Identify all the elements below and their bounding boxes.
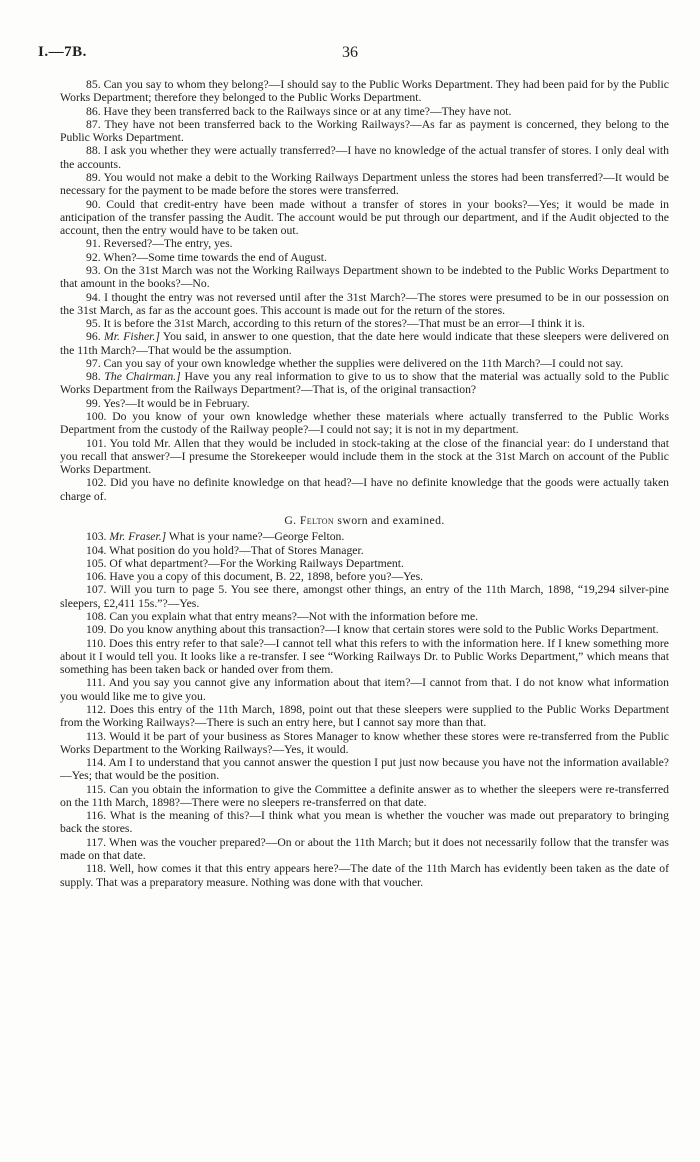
witness-heading — [60, 514, 669, 527]
question-text: You said, in answer to one question, that the date here would indicate that these sleepers were delivered on the 11th March?—That would be the assumption. — [60, 330, 669, 357]
witness-status: sworn and examined. — [337, 514, 445, 527]
question-91: 91. Reversed?—The entry, yes. — [86, 237, 233, 251]
question-112: 112. Does this entry of the 11th March, 1898, point out that these sleepers were supplied to the Public Works Department from the Working Railways?—There is such an entry here, but I cannot say more than that. — [60, 702, 669, 730]
question-104: 104. What position do you hold?—That of Stores Manager. — [86, 543, 364, 557]
question-102: 102. Did you have no definite knowledge on that head?—I have no definite knowledge that the goods were actually taken charge of. — [60, 476, 669, 503]
question-110: 110. Does this entry refer to that sale?—I cannot tell what this refers to with the information here. If I knew something more about it I would tell you. It looks like a re-transfer. I see “Working Railways Dr. to Public Works Department,” which means that something has been taken back or handed over from them. — [60, 636, 669, 677]
witness-surname: Felton — [299, 514, 335, 527]
question-text: What is your name?—George Felton. — [168, 530, 345, 544]
question-105: 105. Of what department?—For the Working Railways Department. — [86, 556, 404, 570]
question-85: 85. Can you say to whom they belong?—I should say to the Public Works Department. They had been paid for by the Public Works Department; therefore they belonged to the Public Works Department. — [60, 78, 669, 105]
question-114: 114. Am I to understand that you cannot answer the question I put just now because you have not the information available?—Yes; that would be the position. — [60, 756, 669, 783]
question-106: 106. Have you a copy of this document, B. 22, 1898, before you?—Yes. — [86, 570, 424, 584]
question-109: 109. Do you know anything about this transaction?—I know that certain stores were sold to the Public Works Department. — [86, 623, 659, 637]
question-number: 96. — [86, 330, 101, 344]
question-100: 100. Do you know of your own knowledge whether these materials where actually transferred to the Public Works Department from the custody of the Railway people?—I could not say; it is not in my department. — [60, 410, 669, 437]
question-number: 98. — [86, 370, 101, 384]
page-header — [38, 44, 662, 66]
question-86: 86. Have they been transferred back to the Railways since or at any time?—They have not. — [86, 104, 512, 118]
document-reference: I.—7B. — [38, 44, 87, 60]
evidence-text — [60, 78, 669, 889]
question-101: 101. You told Mr. Allen that they would be included in stock-taking at the close of the financial year: do I understand that you recall that answer?—I presume the Storekeeper would include them in the stock at the 31st March on account of the Public Works Department. — [60, 436, 669, 477]
speaker: Mr. Fraser.] — [109, 530, 167, 544]
question-text: Have you any real information to give to us to show that the material was actually sold to the Public Works Department from the Railways Department?—That is, of the original transaction? — [60, 370, 669, 397]
question-96 — [60, 330, 669, 357]
question-97: 97. Can you say of your own knowledge whether the supplies were delivered on the 11th March?—I could not say. — [86, 356, 624, 370]
question-98 — [60, 370, 669, 397]
question-89: 89. You would not make a debit to the Working Railways Department unless the stores had been transferred?—It would be necessary for the payment to be made before the stores were transferred. — [60, 170, 669, 198]
question-93: 93. On the 31st March was not the Working Railways Department shown to be indebted to the Public Works Department to that amount in the books?—No. — [60, 263, 669, 291]
question-number: 103. — [86, 530, 107, 544]
witness-initial: G. — [284, 514, 297, 527]
speaker: The Chairman.] — [104, 370, 181, 384]
question-99: 99. Yes?—It would be in February. — [86, 396, 250, 410]
question-113: 113. Would it be part of your business as Stores Manager to know whether these stores were re-transferred from the Public Works Department to the Working Railways?—Yes, it would. — [60, 729, 669, 756]
question-116: 116. What is the meaning of this?—I think what you mean is whether the voucher was made out preparatory to bringing back the stores. — [60, 809, 669, 836]
question-90: 90. Could that credit-entry have been made without a transfer of stores in your books?—Yes; it would be made in anticipation of the transfer passing the Audit. The account would be put through our department, and if the Audit objected to the account, then the entry would have to be taken out. — [60, 197, 669, 238]
question-95: 95. It is before the 31st March, according to this return of the stores?—That must be an error—I think it is. — [86, 317, 585, 331]
question-107: 107. Will you turn to page 5. You see there, amongst other things, an entry of the 11th March, 1898, “19,294 silver-pine sleepers, £2,411 15s.”?—Yes. — [60, 583, 669, 610]
speaker: Mr. Fisher.] — [103, 330, 160, 344]
question-92: 92. When?—Some time towards the end of August. — [86, 250, 327, 264]
question-94: 94. I thought the entry was not reversed until after the 31st March?—The stores were presumed to be in our possession on the 31st March, as far as the account goes. This account is made out for the return of the stores. — [60, 290, 669, 317]
question-118: 118. Well, how comes it that this entry appears here?—The date of the 11th March has evidently been taken as the date of supply. That was a preparatory measure. Nothing was done with that voucher. — [60, 862, 669, 889]
question-88: 88. I ask you whether they were actually transferred?—I have no knowledge of the actual transfer of stores. I only deal with the accounts. — [60, 144, 669, 171]
question-87: 87. They have not been transferred back to the Working Railways?—As far as payment is concerned, they belong to the Public Works Department. — [60, 117, 669, 145]
page-number: 36 — [342, 44, 358, 61]
question-115: 115. Can you obtain the information to give the Committee a definite answer as to whether the sleepers were re-transferred on the 11th March, 1898?—There were no sleepers re-transferred on that date. — [60, 782, 669, 809]
question-111: 111. And you say you cannot give any information about that item?—I cannot from that. I do not know what information you would like me to give you. — [60, 676, 669, 703]
question-117: 117. When was the voucher prepared?—On or about the 11th March; but it does not necessarily follow that the transfer was made on that date. — [60, 835, 669, 863]
question-103 — [60, 530, 669, 543]
question-108: 108. Can you explain what that entry means?—Not with the information before me. — [86, 609, 479, 623]
